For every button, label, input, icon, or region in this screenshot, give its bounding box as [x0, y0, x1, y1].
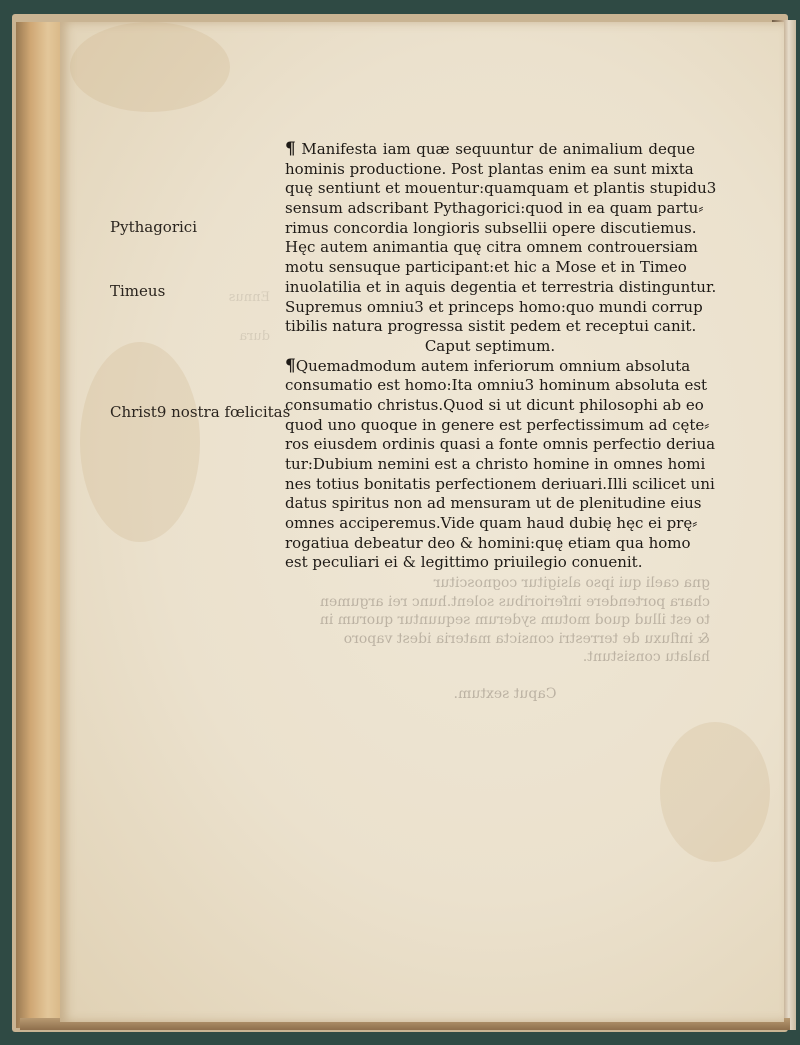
text-line-content: Quemadmodum autem inferiorum omnium absoluta	[295, 356, 691, 375]
margin-note-timeus: Timeus	[110, 282, 166, 300]
text-line: motu sensuque participant:et hic a Mose et in Timeo	[285, 258, 687, 277]
paragraph-mark-icon: ¶	[285, 139, 296, 159]
text-line: hominis productione. Post plantas enim ea sunt mixta	[285, 159, 694, 178]
margin-note-pythagorici: Pythagorici	[110, 218, 197, 236]
text-line: rogatiua debeatur deo & homini:quę etiam qua homo	[285, 533, 691, 552]
text-line: consumatio christus.Quod si ut dicunt philosophi ab eo	[285, 395, 704, 414]
text-line: consumatio est homo:Ita omniu3 hominum absoluta est	[285, 376, 708, 395]
bleed-line: gna caeli qui ipso alsigitur cognoscitur	[433, 575, 710, 591]
bleed-line: to est illud quod motum syderum sequuntur quorum in	[319, 612, 710, 628]
text-line: sensum adscribant Pythagorici:quod in ea quam partu⸗	[285, 199, 704, 218]
text-line: rimus concordia longioris subsellii opere discutiemus.	[285, 218, 697, 237]
bleed-line: Caput sextum.	[453, 686, 557, 702]
bleed-through-margin: Ennus dura	[228, 290, 270, 345]
text-line	[285, 357, 695, 377]
text-line: Hęc autem animantia quę citra omnem controuersiam	[285, 238, 698, 257]
text-line: tur:Dubium nemini est a christo homine in omnes homi	[285, 455, 706, 473]
bleed-line: & influxu de terrestri consicta materia idest vaporo	[343, 630, 710, 647]
bleed-line: chara portendere inferioribus solent.hunc rei argumen	[319, 593, 710, 610]
text-line: nes totius bonitatis perfectionem deriuari.Illi scilicet uni	[285, 474, 715, 493]
chapter-heading: Caput septimum.	[424, 336, 556, 355]
text-line: omnes acciperemus.Vide quam haud dubię hęc ei prę⸗	[285, 514, 698, 533]
paper-stain	[80, 342, 200, 542]
main-text-block	[285, 139, 717, 573]
text-line: quod uno quoque in genere est perfectissimum ad cęte⸗	[285, 415, 710, 434]
text-line: datus spiritus non ad mensuram ut de plenitudine eius	[285, 494, 702, 513]
margin-note-christus: Christ9 nostra fœlicitas	[110, 403, 291, 421]
text-line: Supremus omniu3 et princeps homo:quo mundi corrup	[285, 297, 703, 316]
paper-stain	[660, 722, 770, 862]
text-line: tibilis natura progressa sistit pedem et receptui canit.	[285, 317, 697, 336]
text-line	[285, 140, 695, 160]
text-line: ros eiusdem ordinis quasi a fonte omnis perfectio deriua	[285, 435, 716, 454]
bleed-line: halatu consistunt.	[582, 649, 710, 665]
text-line-content: Manifesta iam quæ sequuntur de animalium deque	[301, 140, 695, 158]
bleed-line	[300, 667, 710, 686]
bleed-through-text	[300, 574, 710, 704]
paper-stain	[70, 22, 230, 112]
text-line: quę sentiunt et mouentur:quamquam et plantis stupidu3	[285, 179, 717, 198]
text-line: est peculiari ei & legittimo priuilegio conuenit.	[285, 553, 643, 572]
paragraph-mark-icon: ¶	[285, 355, 296, 376]
text-line: inuolatilia et in aquis degentia et terrestria distinguntur.	[285, 277, 717, 296]
